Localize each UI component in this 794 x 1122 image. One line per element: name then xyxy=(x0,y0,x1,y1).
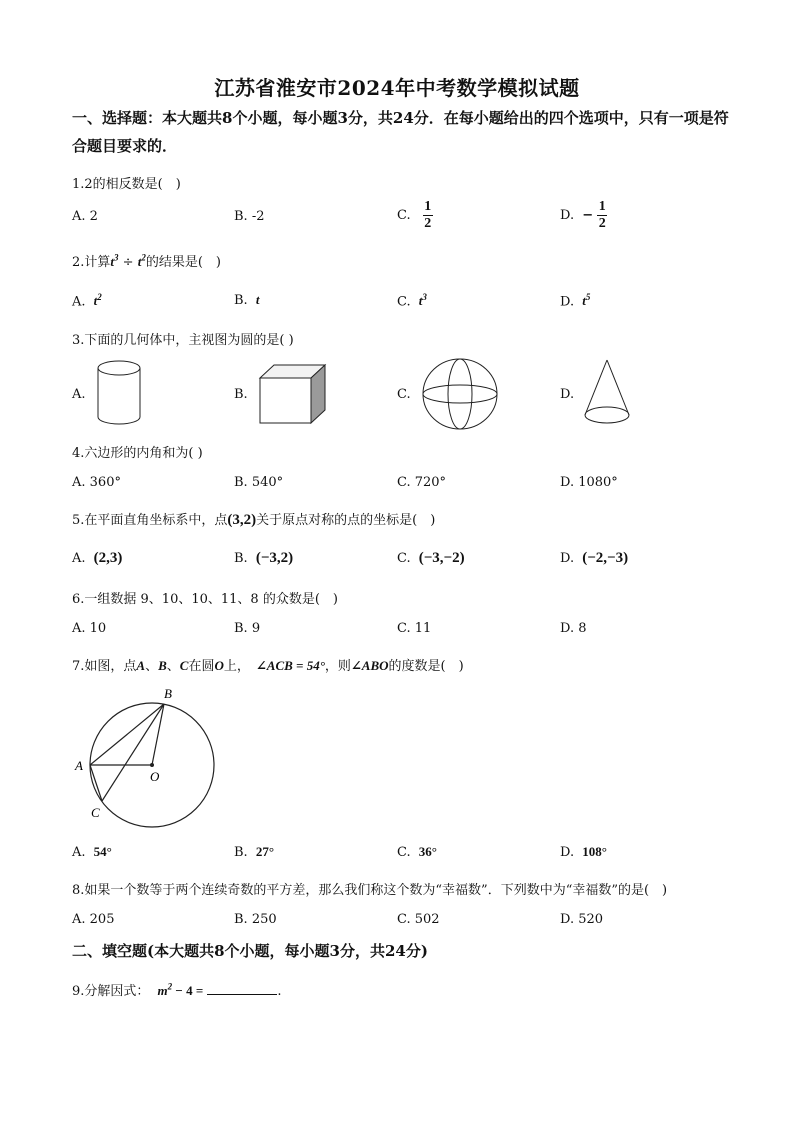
sphere-figure[interactable] xyxy=(420,357,500,431)
q7-point-b: B xyxy=(158,658,167,673)
chord-ac xyxy=(90,765,102,801)
question-9-stem xyxy=(72,980,282,999)
q7-point-o: O xyxy=(214,658,224,673)
option-value: (−3,−2) xyxy=(418,550,465,566)
cylinder-figure[interactable] xyxy=(96,359,146,427)
section-2-header: 二、填空题(本大题共8个小题，每小题3分，共24分) xyxy=(72,942,428,960)
option-label: C. xyxy=(397,551,411,566)
q7-option-d[interactable] xyxy=(560,844,607,860)
q6-option-d[interactable]: D. 8 xyxy=(560,621,587,636)
circle-diagram xyxy=(72,684,222,824)
option-base: t xyxy=(582,293,586,309)
option-base: t xyxy=(418,293,423,309)
q2-expr-base2: t xyxy=(137,254,142,269)
q6-option-a[interactable]: A. 10 xyxy=(72,621,107,636)
q5-option-a[interactable] xyxy=(72,550,122,567)
q7-stem-suffix: 的度数是( ) xyxy=(388,659,464,674)
option-value: (−2,−3) xyxy=(582,550,629,566)
label-o: O xyxy=(150,769,160,784)
option-label: A. xyxy=(72,551,86,566)
fraction-numerator: 1 xyxy=(598,199,606,214)
q3-option-d-label[interactable]: D. xyxy=(560,387,575,402)
q2-stem-suffix: 的结果是( ) xyxy=(145,255,221,270)
q9-expr-base: m xyxy=(157,983,168,998)
q6-option-b[interactable]: B. 9 xyxy=(234,621,261,636)
q1-option-d[interactable] xyxy=(560,200,607,231)
option-label: C. xyxy=(397,294,411,310)
q8-option-a[interactable]: A. 205 xyxy=(72,912,115,927)
q2-expr-exp2: 2 xyxy=(141,252,146,263)
question-1-stem: 1.2的相反数是( ) xyxy=(72,177,181,192)
q3-option-a-label[interactable]: A. xyxy=(72,387,86,402)
q2-stem-prefix: 2.计算 xyxy=(72,255,111,270)
option-base: t xyxy=(93,293,98,309)
q4-option-d[interactable]: D. 1080° xyxy=(560,475,618,490)
q7-stem-prefix: 7.如图，点 xyxy=(72,659,137,674)
fraction-denominator: 2 xyxy=(424,216,432,231)
q7-given-angle: ∠ACB = 54° xyxy=(255,658,325,673)
q7-option-a[interactable] xyxy=(72,844,112,860)
q2-expr-base1: t xyxy=(110,254,115,269)
q5-option-c[interactable] xyxy=(397,550,465,567)
q2-option-c[interactable] xyxy=(397,292,427,309)
chord-ab xyxy=(90,704,164,765)
question-7-stem xyxy=(72,655,464,674)
question-8-stem: 8.如果一个数等于两个连续奇数的平方差，那么我们称这个数为“幸福数”．下列数中为“幸福数”的是( ) xyxy=(72,883,668,898)
q7-separator: 、 xyxy=(166,659,180,674)
q9-stem-prefix: 9.分解因式： xyxy=(72,984,150,999)
q4-option-b[interactable]: B. 540° xyxy=(234,475,284,490)
question-3-stem: 3.下面的几何体中，主视图为圆的是( ) xyxy=(72,333,294,348)
cube-figure[interactable] xyxy=(258,363,328,425)
q5-option-b[interactable] xyxy=(234,550,293,567)
question-4-stem: 4.六边形的内角和为( ) xyxy=(72,446,203,461)
q1-option-c-label: C. xyxy=(397,208,411,223)
question-5-stem xyxy=(72,509,435,529)
option-value: (−3,2) xyxy=(255,550,294,566)
q9-expr-exponent: 2 xyxy=(167,981,173,992)
q7-stem-text: ，则 xyxy=(324,659,351,674)
option-label: B. xyxy=(234,845,248,860)
q9-expr-rest: − 4 = xyxy=(172,983,204,998)
q2-option-d[interactable] xyxy=(560,292,590,309)
label-c: C xyxy=(91,805,100,820)
option-exponent: 2 xyxy=(97,292,102,302)
q1-option-d-sign: − xyxy=(582,208,594,223)
cone-figure[interactable] xyxy=(583,358,633,428)
answer-blank[interactable] xyxy=(207,982,277,995)
q7-stem-text: 在圆 xyxy=(188,659,215,674)
q2-expr-exp1: 3 xyxy=(114,252,119,263)
q2-option-a[interactable] xyxy=(72,292,102,309)
option-value: 27° xyxy=(255,844,275,859)
question-2-stem xyxy=(72,251,221,270)
q7-point-c: C xyxy=(179,658,189,673)
option-label: B. xyxy=(234,551,248,566)
q1-option-d-label: D. xyxy=(560,208,575,223)
q4-option-c[interactable]: C. 720° xyxy=(397,475,447,490)
option-label: D. xyxy=(560,294,575,310)
q5-option-d[interactable] xyxy=(560,550,628,567)
q9-stem-suffix: . xyxy=(277,984,282,999)
q1-option-a[interactable]: A. 2 xyxy=(72,209,98,224)
q3-option-b-label[interactable]: B. xyxy=(234,387,248,402)
option-label: D. xyxy=(560,845,575,860)
option-base: t xyxy=(255,292,260,307)
center-point xyxy=(150,763,154,767)
fraction-denominator: 2 xyxy=(598,216,606,231)
option-value: 108° xyxy=(582,844,607,859)
q7-stem-text: 上， xyxy=(223,659,250,674)
option-label: A. xyxy=(72,845,86,860)
q1-option-d-fraction xyxy=(597,200,607,231)
option-value: 36° xyxy=(418,844,437,859)
q7-point-a: A xyxy=(136,658,146,673)
q2-option-b[interactable] xyxy=(234,292,259,308)
q7-option-c[interactable] xyxy=(397,844,437,860)
page-title: 江苏省淮安市2024年中考数学模拟试题 xyxy=(214,76,580,100)
option-label: D. xyxy=(560,551,575,566)
section-1-header: 一、选择题：本大题共8个小题，每小题3分，共24分．在每小题给出的四个选项中，只有一项是符合题目要求的． xyxy=(72,109,729,155)
q7-target-angle: ∠ABO xyxy=(350,658,389,673)
q8-option-b[interactable]: B. 250 xyxy=(234,912,277,927)
option-exponent: 5 xyxy=(585,292,591,302)
label-a: A xyxy=(75,758,83,773)
q1-option-c[interactable] xyxy=(397,200,433,231)
option-label: A. xyxy=(72,294,86,310)
q5-stem-prefix: 5.在平面直角坐标系中，点 xyxy=(72,513,228,528)
option-label: B. xyxy=(234,293,248,308)
q4-option-a[interactable]: A. 360° xyxy=(72,475,121,490)
q2-expr-operator: ÷ xyxy=(122,255,134,270)
option-value: (2,3) xyxy=(93,550,123,566)
q6-option-c[interactable]: C. 11 xyxy=(397,621,432,636)
option-value: 54° xyxy=(93,844,112,859)
q8-option-c[interactable]: C. 502 xyxy=(397,912,440,927)
fraction-numerator: 1 xyxy=(424,199,432,214)
option-exponent: 3 xyxy=(422,292,427,302)
question-6-stem: 6.一组数据 9、10、10、11、8 的众数是( ) xyxy=(72,592,338,607)
q7-option-b[interactable] xyxy=(234,844,274,860)
q8-option-d[interactable]: D. 520 xyxy=(560,912,604,927)
q5-point: (3,2) xyxy=(227,512,257,528)
q5-stem-suffix: 关于原点对称的点的坐标是( ) xyxy=(256,513,436,528)
q1-option-c-fraction xyxy=(423,200,433,231)
q1-option-b[interactable]: B. -2 xyxy=(234,209,265,224)
q7-separator: 、 xyxy=(145,659,159,674)
option-label: C. xyxy=(397,845,411,860)
q3-option-c-label[interactable]: C. xyxy=(397,387,411,402)
label-b: B xyxy=(164,686,172,701)
